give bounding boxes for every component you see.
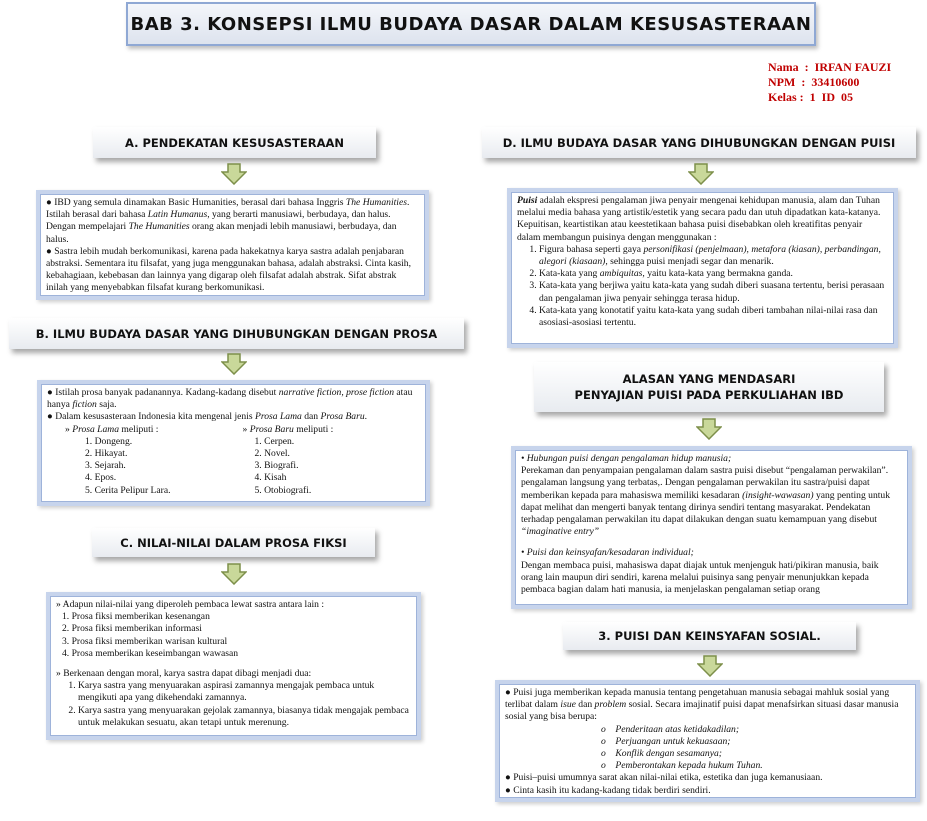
- section-b-box: [37, 380, 430, 506]
- section-d-heading: D. ILMU BUDAYA DASAR YANG DIHUBUNGKAN DENGAN PUISI: [482, 127, 916, 158]
- text: Kata-kata yang: [539, 268, 600, 280]
- identity-npm: NPM : 33410600: [768, 75, 860, 89]
- prosa-lama-column: [47, 424, 243, 497]
- text-italic: fiction: [72, 399, 97, 411]
- section-d-box: [507, 188, 898, 348]
- text-italic: Konflik dengan sesamanya;: [615, 748, 722, 760]
- text-italic: Prosa Lama: [255, 411, 302, 423]
- text: Dongeng.: [94, 435, 133, 447]
- section-b-heading: B. ILMU BUDAYA DASAR YANG DIHUBUNGKAN DENGAN PROSA: [9, 318, 464, 349]
- prosa-baru-label: » Prosa Baru meliputi :: [242, 423, 334, 435]
- section-c-intro-1: » Adapun nilai-nilai yang diperoleh pembaca lewat sastra antara lain :: [56, 599, 324, 610]
- text: . Istilah berasal dari bahasa: [46, 197, 410, 221]
- text: dan: [301, 411, 321, 423]
- text-italic: Penderitaan atas ketidakadilan;: [615, 723, 740, 735]
- prosa-lama-label: » Prosa Lama meliputi :: [65, 423, 159, 435]
- text-italic: The Humanities: [128, 221, 190, 233]
- list-item: 1. Karya sastra yang menyuarakan aspirasi zamannya mengajak pembaca untuk mengikuti apa yang dikehendaki zamannya.: [78, 680, 411, 704]
- section-c-list-1: [56, 611, 411, 660]
- section-f-paragraph-2: ● Puisi–puisi umumnya sarat akan nilai-nilai etika, estetika dan juga kemanusiaan.: [505, 772, 823, 784]
- down-arrow-icon: [696, 418, 722, 440]
- text-italic: Pemberontakan kepada hukum Tuhan.: [615, 760, 763, 772]
- section-d-paragraph-2: Kepuitisan, keartistikan atau keestetikaan bahasa puisi disebabkan oleh kreatifitas penyair dalam membangun puisinya dengan menggunakan :: [517, 219, 863, 243]
- section-a-paragraph-1: [46, 197, 419, 246]
- list-item: 4. Kisah: [254, 472, 287, 484]
- list-item: 1. Dongeng.: [85, 435, 133, 447]
- text-italic: personifikasi (penjelmaan), metafora (kiasan), perbandingan, alegori (kiasaan): [539, 243, 881, 268]
- down-arrow-icon: [221, 353, 247, 375]
- down-arrow-icon: [697, 655, 723, 677]
- list-item: [539, 244, 888, 268]
- list-item: 4. Kata-kata yang konotatif yaitu kata-kata yang sudah diberi tambahan nilai-nilai rasa dan asosiasi-asosiasi tertentu.: [539, 305, 888, 329]
- section-f-paragraph-1: [505, 687, 910, 724]
- section-f-list: [505, 724, 910, 773]
- text-italic: (insight-wawasan): [742, 489, 814, 501]
- section-e-box: [511, 446, 912, 609]
- section-d-list: [517, 244, 888, 329]
- text: Otobiografi.: [264, 484, 312, 496]
- text-italic: Prosa Baru: [320, 411, 365, 423]
- prosa-lama-list: [65, 436, 243, 497]
- text: ● Istilah prosa banyak padanannya. Kadang-kadang disebut: [47, 387, 279, 398]
- text: atau hanya: [47, 387, 413, 411]
- list-item: 3. Biografi.: [254, 460, 299, 472]
- text-italic: Prosa Lama: [72, 423, 120, 435]
- list-item: o Pemberontakan kepada hukum Tuhan.: [601, 760, 763, 772]
- list-item: 3. Prosa fiksi memberikan warisan kultural: [62, 635, 228, 647]
- section-e-subheading-2: • Puisi dan keinsyafan/kesadaran individual;: [521, 547, 694, 559]
- list-item: 1. Cerpen.: [254, 435, 295, 447]
- section-e-heading: [534, 362, 884, 412]
- identity-name: Nama : IRFAN FAUZI: [768, 60, 892, 74]
- list-item: 4. Epos.: [85, 472, 117, 484]
- text: adalah ekspresi pengalaman jiwa penyair mengenai kehidupan manusia, alam dan Tuhan melalui media bahasa yang artistik/estetik yang secara padu dan utuh dipadatkan kata-katanya.: [517, 195, 881, 219]
- text: meliputi :: [119, 423, 159, 435]
- text: Hikayat.: [94, 448, 128, 460]
- text: , yaitu kata-kata yang bermakna ganda.: [642, 268, 793, 280]
- section-c-heading: C. NILAI-NILAI DALAM PROSA FIKSI: [92, 528, 375, 557]
- text: dan: [575, 699, 595, 711]
- text: Kisah: [264, 472, 287, 484]
- list-item: o Konflik dengan sesamanya;: [601, 748, 722, 760]
- text-bold-italic: Puisi: [517, 195, 538, 206]
- list-item: o Perjuangan untuk kekuasaan;: [601, 735, 731, 747]
- section-e-paragraph-1: [521, 465, 902, 538]
- text: Figura bahasa seperti gaya: [539, 243, 644, 255]
- section-d-paragraph-1: [517, 195, 888, 219]
- list-item: 1. Prosa fiksi memberikan kesenangan: [62, 611, 210, 623]
- section-c-box: [46, 592, 421, 740]
- section-b-paragraph-2: [47, 411, 420, 423]
- list-item: 2. Karya sastra yang menyuarakan gejolak zamannya, biasanya tidak mengajak pembaca untuk melakukan sesuatu, akan tetapi untuk merenung.: [78, 705, 411, 729]
- list-item: 3. Kata-kata yang berjiwa yaitu kata-kata yang sudah diberi suasana tertentu, berisi perasaan dan pengalaman jiwa penyair sehingga terasa hidup.: [539, 280, 888, 304]
- text: Novel.: [264, 448, 290, 460]
- down-arrow-icon: [221, 163, 247, 185]
- text: Perekaman dan penyampaian pengalaman dalam sastra puisi disebut “pengalaman perwakilan”. pengalaman langsung yang terbatas,. Dengan pengalaman perwakilan itu sastra/puisi dapat memberikan kepada para mahasiswa memiliki kesadaran: [521, 465, 889, 501]
- list-item: 3. Sejarah.: [85, 460, 126, 472]
- text: Biografi.: [264, 460, 299, 472]
- text: , sehingga puisi menjadi segar dan menarik.: [605, 256, 774, 268]
- text: ● Puisi juga memberikan kepada manusia tentang pengetahuan manusia sebagai mahluk sosial yang terlibat dalam: [505, 687, 890, 711]
- section-f-paragraph-3: ● Cinta kasih itu kadang-kadang tidak berdiri sendiri.: [505, 784, 711, 796]
- down-arrow-icon: [221, 563, 247, 585]
- text: Epos.: [94, 472, 117, 484]
- student-identity: [768, 60, 891, 105]
- list-item: 2. Prosa fiksi memberikan informasi: [62, 623, 202, 635]
- identity-class: Kelas : 1 ID 05: [768, 90, 853, 104]
- text: ● IBD yang semula dinamakan Basic Humanities, berasal dari bahasa Inggris: [46, 197, 346, 208]
- list-item: 2. Novel.: [254, 448, 290, 460]
- text-italic: isue: [560, 699, 576, 711]
- section-e-heading-line-2: PENYAJIAN PUISI PADA PERKULIAHAN IBD: [574, 388, 844, 402]
- section-c-list-2: [56, 680, 411, 729]
- text: sosial. Secara imajinatif puisi dapat menafsirkan situasi dasar manusia sosial yang bisa berupa:: [505, 699, 899, 723]
- list-item: 4. Prosa memberikan keseimbangan wawasan: [62, 647, 239, 659]
- section-f-heading: 3. PUISI DAN KEINSYAFAN SOSIAL.: [563, 622, 856, 650]
- text-italic: Latin Humanus: [147, 209, 208, 221]
- text-italic: Perjuangan untuk kekuasaan;: [615, 735, 731, 747]
- section-a-heading: A. PENDEKATAN KESUSASTERAAN: [93, 127, 376, 158]
- text-italic: The Humanities: [345, 197, 407, 208]
- list-item: 5. Cerita Pelipur Lara.: [85, 484, 171, 496]
- text: meliputi :: [293, 423, 334, 435]
- text: saja.: [96, 399, 117, 411]
- text-italic: problem: [594, 699, 627, 711]
- text-italic: narrative fiction, prose fiction: [278, 387, 395, 398]
- text-italic: ambiquitas: [599, 268, 643, 280]
- section-e-subheading-1: • Hubungan puisi dengan pengalaman hidup manusia;: [521, 453, 732, 464]
- section-e-paragraph-2: Dengan membaca puisi, mahasiswa dapat diajak untuk menjenguk hati/pikiran manusia, baik orang lain maupun diri sendiri, karena melalui puisinya sang penyair menunjukkan kepada pembaca bagian dalam hati manusia, ia menjelaskan pengalaman setiap orang: [521, 559, 879, 596]
- text: Cerpen.: [264, 435, 295, 447]
- section-a-box: [36, 190, 429, 300]
- text-italic: Prosa Baru: [249, 423, 294, 435]
- prosa-baru-list: [243, 436, 421, 497]
- text-italic: “imaginative entry”: [521, 526, 600, 538]
- section-b-paragraph-1: [47, 387, 420, 411]
- text: Cerita Pelipur Lara.: [94, 484, 171, 496]
- section-c-intro-2: » Berkenaan dengan moral, karya sastra dapat dibagi menjadi dua:: [56, 668, 312, 680]
- list-item: 2. Hikayat.: [85, 448, 128, 460]
- text: orang akan menjadi lebih manusiawi, berbudaya, dan halus.: [46, 221, 397, 245]
- text: yang penting untuk dapat melihat dan mengerti banyak tentang dirinya sendiri tentang masyarakat. Pendekatan terhadap pengalaman perwakilan itu dapat dilakukan dengan suatu kemampuan yang disebut: [521, 489, 891, 526]
- section-a-paragraph-2: ● Sastra lebih mudah berkomunikasi, karena pada hakekatnya karya sastra adalah penjabaran abstraksi. Sementara itu filsafat, yang juga menggunakan bahasa, adalah abstraksi. Cinta kasih, kebahagiaan, kebebasan dan lainnya yang digarap oleh filsafat adalah abstrak. Sifat abstrak inilah yang menyebabkan filsafat kurang berkomunikasi.: [46, 245, 411, 294]
- page-title: BAB 3. KONSEPSI ILMU BUDAYA DASAR DALAM KESUSASTERAAN: [126, 2, 816, 46]
- list-item: [539, 268, 888, 280]
- text: .: [364, 411, 368, 423]
- text: Sejarah.: [94, 460, 126, 472]
- section-f-box: [495, 680, 920, 802]
- section-e-heading-line-1: ALASAN YANG MENDASARI: [622, 372, 796, 386]
- list-item: 5. Otobiografi.: [254, 484, 312, 496]
- prosa-baru-column: [243, 424, 421, 497]
- list-item: o Penderitaan atas ketidakadilan;: [601, 723, 740, 735]
- text: , yang berarti manusiawi, berbudaya, dan halus. Dengan mempelajari: [46, 209, 391, 233]
- prosa-columns: [47, 424, 420, 497]
- down-arrow-icon: [688, 163, 714, 185]
- text: ● Dalam kesusasteraan Indonesia kita mengenal jenis: [47, 411, 255, 423]
